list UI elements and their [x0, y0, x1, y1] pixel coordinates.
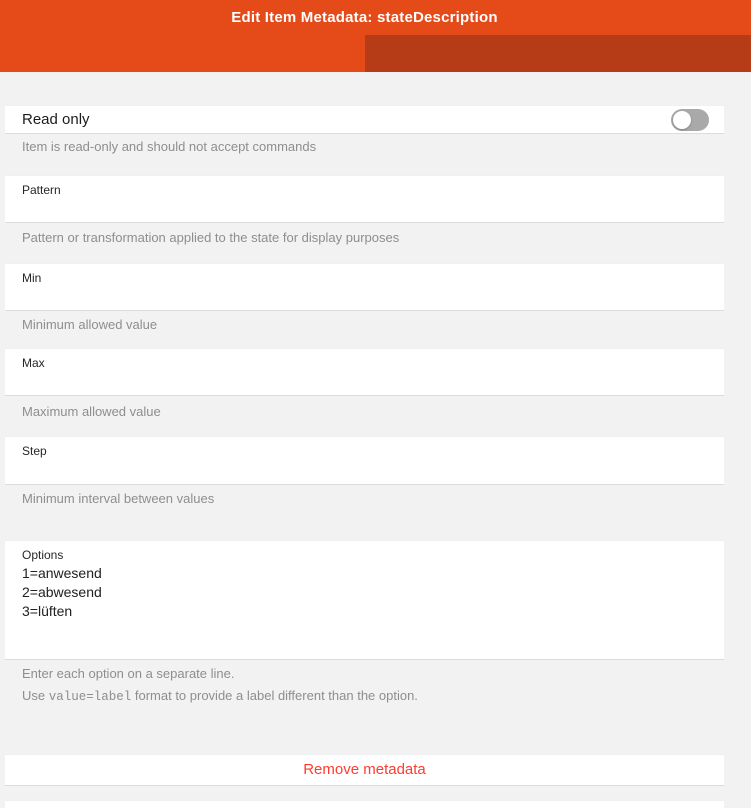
options-textarea[interactable]	[22, 564, 712, 654]
options-helper-line2-suffix: format to provide a label different than the option.	[131, 688, 418, 703]
readonly-label: Read only	[22, 111, 90, 128]
readonly-row	[5, 105, 724, 133]
readonly-toggle[interactable]	[671, 109, 709, 131]
pattern-helper-text: Pattern or transformation applied to the state for display purposes	[22, 230, 400, 245]
min-input[interactable]	[22, 287, 707, 307]
min-helper-text: Minimum allowed value	[22, 317, 158, 332]
toggle-knob-icon	[673, 111, 691, 129]
page-title: Edit Item Metadata: stateDescription	[231, 9, 498, 26]
readonly-helper-text: Item is read-only and should not accept commands	[22, 139, 317, 154]
options-field-row	[5, 540, 724, 659]
bottom-partial-row	[5, 800, 724, 808]
options-label: Options	[22, 548, 64, 562]
step-input[interactable]	[22, 460, 707, 480]
header-dark-block	[365, 35, 751, 72]
options-helper-line2	[22, 688, 722, 705]
max-field-row	[5, 348, 724, 395]
pattern-label: Pattern	[22, 183, 61, 197]
remove-metadata-label: Remove metadata	[303, 761, 426, 778]
min-label: Min	[22, 271, 42, 285]
pattern-field-row	[5, 175, 724, 222]
header-bar	[0, 0, 751, 72]
step-label: Step	[22, 444, 47, 458]
pattern-input[interactable]	[22, 199, 707, 219]
options-helper-line2-prefix: Use	[22, 688, 49, 703]
max-helper-text: Maximum allowed value	[22, 404, 161, 419]
max-label: Max	[22, 356, 45, 370]
min-field-row	[5, 263, 724, 310]
options-helper-code: value=label	[48, 690, 132, 704]
step-field-row	[5, 436, 724, 484]
step-helper-text: Minimum interval between values	[22, 491, 215, 506]
options-helper-line1: Enter each option on a separate line.	[22, 666, 235, 681]
max-input[interactable]	[22, 372, 707, 392]
remove-metadata-button[interactable]	[5, 754, 724, 785]
